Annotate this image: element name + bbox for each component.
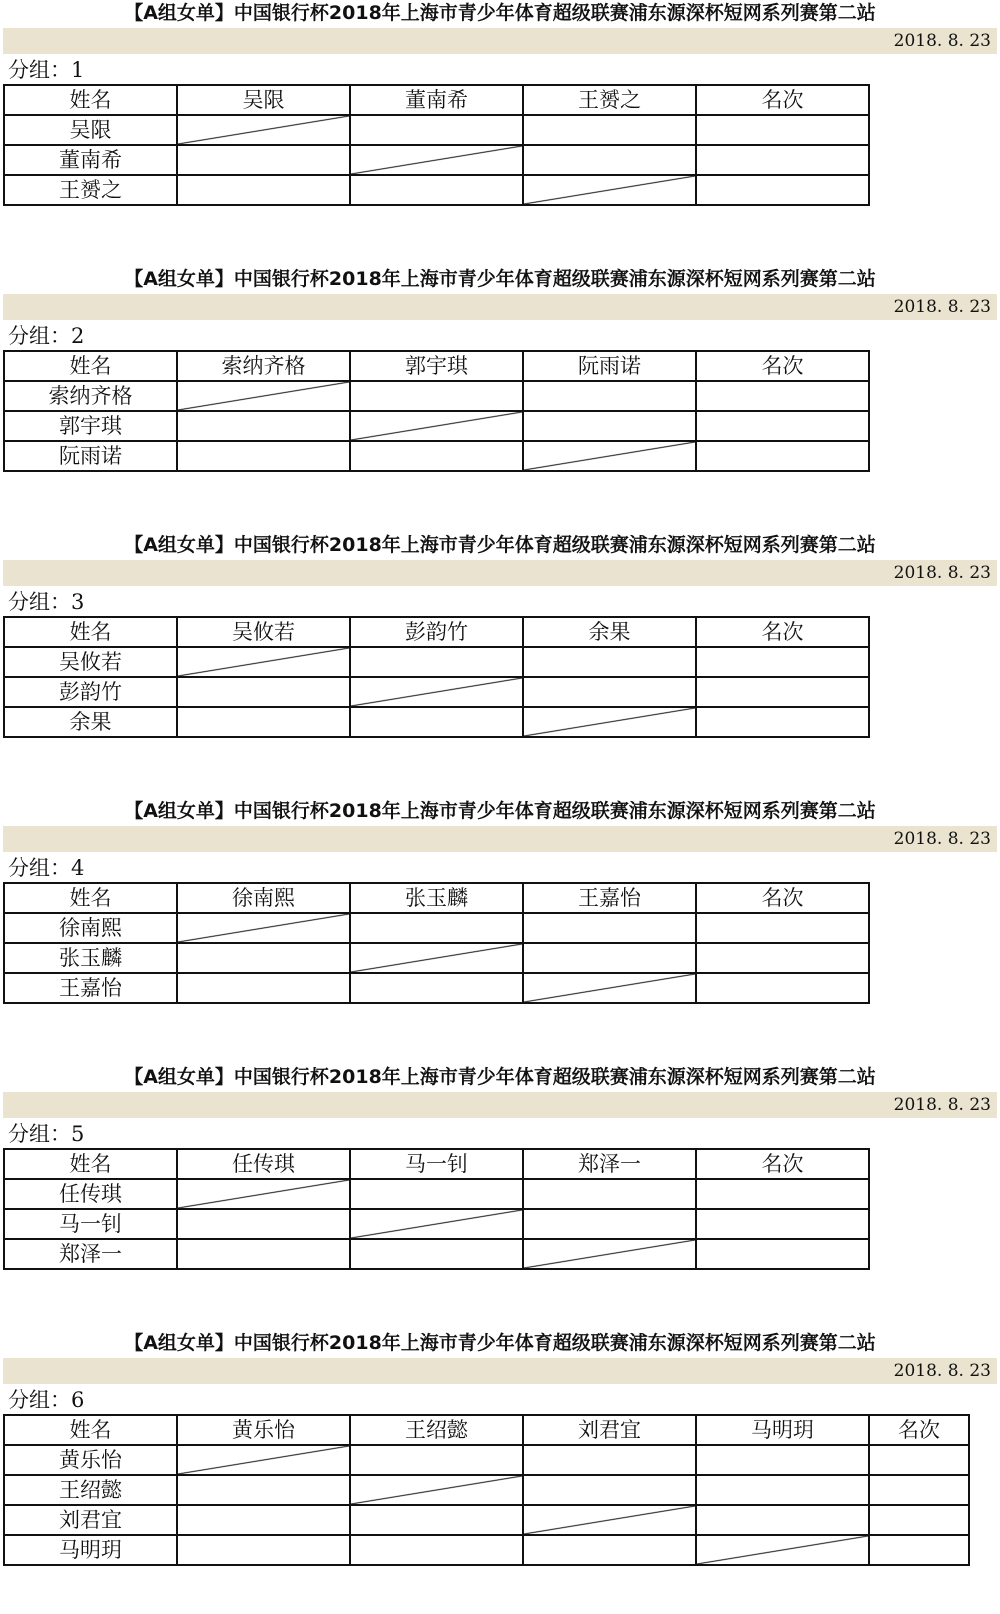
- rank-column-header: 名次: [869, 1415, 969, 1445]
- event-date: 2018. 8. 23: [893, 31, 991, 51]
- score-cell[interactable]: [523, 1535, 696, 1565]
- table-row: [4, 1475, 969, 1505]
- rank-cell[interactable]: [696, 175, 869, 205]
- player-column-header: 黄乐怡: [177, 1415, 350, 1445]
- player-column-header: 张玉麟: [350, 883, 523, 913]
- player-name-cell: 余果: [4, 707, 177, 737]
- player-column-header: 彭韵竹: [350, 617, 523, 647]
- score-cell[interactable]: [350, 913, 523, 943]
- table-header-row: [4, 1149, 869, 1179]
- table-row: [4, 1535, 969, 1565]
- rank-cell[interactable]: [696, 115, 869, 145]
- table-row: [4, 647, 869, 677]
- score-cell[interactable]: [177, 973, 350, 1003]
- player-name-cell: 徐南熙: [4, 913, 177, 943]
- rank-cell[interactable]: [869, 1505, 969, 1535]
- rank-cell[interactable]: [696, 913, 869, 943]
- score-cell[interactable]: [177, 145, 350, 175]
- event-title: 【A组女单】中国银行杯2018年上海市青少年体育超级联赛浦东源深杯短网系列赛第二站: [124, 800, 876, 822]
- score-cell[interactable]: [177, 1505, 350, 1535]
- score-cell[interactable]: [523, 677, 696, 707]
- event-date: 2018. 8. 23: [893, 1095, 991, 1115]
- event-title: 【A组女单】中国银行杯2018年上海市青少年体育超级联赛浦东源深杯短网系列赛第二站: [124, 1332, 876, 1354]
- player-column-header: 董南希: [350, 85, 523, 115]
- player-name-cell: 吴限: [4, 115, 177, 145]
- rank-cell[interactable]: [696, 1179, 869, 1209]
- table-header-row: [4, 617, 869, 647]
- table-header-row: [4, 1415, 969, 1445]
- rank-cell[interactable]: [696, 647, 869, 677]
- self-match-cell: [523, 175, 696, 205]
- score-cell[interactable]: [523, 1179, 696, 1209]
- table-row: [4, 115, 869, 145]
- player-column-header: 王绍懿: [350, 1415, 523, 1445]
- round-robin-table: [3, 1414, 970, 1566]
- player-name-cell: 阮雨诺: [4, 441, 177, 471]
- player-name-cell: 王绍懿: [4, 1475, 177, 1505]
- self-match-cell: [696, 1535, 869, 1565]
- player-column-header: 吴攸若: [177, 617, 350, 647]
- score-cell[interactable]: [523, 647, 696, 677]
- self-match-cell: [350, 145, 523, 175]
- round-robin-table: [3, 616, 870, 738]
- rank-cell[interactable]: [696, 145, 869, 175]
- player-column-header: 任传琪: [177, 1149, 350, 1179]
- table-row: [4, 943, 869, 973]
- date-bar: [3, 826, 997, 852]
- score-cell[interactable]: [350, 115, 523, 145]
- rank-cell[interactable]: [696, 411, 869, 441]
- rank-cell[interactable]: [696, 943, 869, 973]
- group-section: [0, 0, 1000, 274]
- score-cell[interactable]: [523, 913, 696, 943]
- event-date: 2018. 8. 23: [893, 1361, 991, 1381]
- round-robin-table: [3, 1148, 870, 1270]
- rank-column-header: 名次: [696, 883, 869, 913]
- player-name-cell: 任传琪: [4, 1179, 177, 1209]
- group-label: 分组：3: [8, 590, 85, 614]
- self-match-cell: [523, 1239, 696, 1269]
- rank-column-header: 名次: [696, 1149, 869, 1179]
- player-name-cell: 吴攸若: [4, 647, 177, 677]
- table-row: [4, 175, 869, 205]
- event-date: 2018. 8. 23: [893, 563, 991, 583]
- player-column-header: 阮雨诺: [523, 351, 696, 381]
- date-bar: [3, 1092, 997, 1118]
- rank-cell[interactable]: [696, 707, 869, 737]
- self-match-cell: [350, 411, 523, 441]
- self-match-cell: [523, 707, 696, 737]
- table-row: [4, 1179, 869, 1209]
- self-match-cell: [523, 973, 696, 1003]
- table-row: [4, 1209, 869, 1239]
- score-cell[interactable]: [350, 381, 523, 411]
- event-title: 【A组女单】中国银行杯2018年上海市青少年体育超级联赛浦东源深杯短网系列赛第二站: [124, 268, 876, 290]
- name-column-header: 姓名: [4, 351, 177, 381]
- score-cell[interactable]: [523, 411, 696, 441]
- score-cell[interactable]: [177, 677, 350, 707]
- table-row: [4, 677, 869, 707]
- player-name-cell: 黄乐怡: [4, 1445, 177, 1475]
- player-name-cell: 王赟之: [4, 175, 177, 205]
- name-column-header: 姓名: [4, 85, 177, 115]
- player-column-header: 马明玥: [696, 1415, 869, 1445]
- score-cell[interactable]: [177, 1209, 350, 1239]
- table-row: [4, 1445, 969, 1475]
- self-match-cell: [350, 1475, 523, 1505]
- table-header-row: [4, 351, 869, 381]
- player-name-cell: 董南希: [4, 145, 177, 175]
- group-label: 分组：2: [8, 324, 85, 348]
- player-name-cell: 郑泽一: [4, 1239, 177, 1269]
- player-column-header: 刘君宜: [523, 1415, 696, 1445]
- score-cell[interactable]: [350, 175, 523, 205]
- group-section: [0, 798, 1000, 1072]
- group-label: 分组：5: [8, 1122, 85, 1146]
- score-cell[interactable]: [523, 943, 696, 973]
- table-row: [4, 381, 869, 411]
- rank-cell[interactable]: [696, 677, 869, 707]
- table-row: [4, 973, 869, 1003]
- score-cell[interactable]: [177, 1239, 350, 1269]
- name-column-header: 姓名: [4, 1149, 177, 1179]
- player-column-header: 徐南熙: [177, 883, 350, 913]
- self-match-cell: [350, 677, 523, 707]
- self-match-cell: [177, 913, 350, 943]
- self-match-cell: [523, 1505, 696, 1535]
- date-bar: [3, 1358, 997, 1384]
- date-bar: [3, 294, 997, 320]
- score-cell[interactable]: [523, 1475, 696, 1505]
- self-match-cell: [177, 1179, 350, 1209]
- player-name-cell: 张玉麟: [4, 943, 177, 973]
- group-section: [0, 1330, 1000, 1604]
- rank-cell[interactable]: [869, 1475, 969, 1505]
- group-label: 分组：6: [8, 1388, 85, 1412]
- score-cell[interactable]: [350, 647, 523, 677]
- self-match-cell: [177, 647, 350, 677]
- score-cell[interactable]: [177, 175, 350, 205]
- rank-column-header: 名次: [696, 617, 869, 647]
- score-cell[interactable]: [177, 411, 350, 441]
- player-column-header: 王赟之: [523, 85, 696, 115]
- table-row: [4, 411, 869, 441]
- rank-cell[interactable]: [696, 381, 869, 411]
- name-column-header: 姓名: [4, 883, 177, 913]
- score-cell[interactable]: [696, 1475, 869, 1505]
- score-cell[interactable]: [350, 1239, 523, 1269]
- event-date: 2018. 8. 23: [893, 829, 991, 849]
- self-match-cell: [523, 441, 696, 471]
- group-section: [0, 1064, 1000, 1338]
- player-name-cell: 索纳齐格: [4, 381, 177, 411]
- rank-column-header: 名次: [696, 351, 869, 381]
- event-date: 2018. 8. 23: [893, 297, 991, 317]
- score-cell[interactable]: [523, 145, 696, 175]
- score-cell[interactable]: [350, 1535, 523, 1565]
- date-bar: [3, 560, 997, 586]
- score-cell[interactable]: [350, 1445, 523, 1475]
- score-cell[interactable]: [350, 441, 523, 471]
- self-match-cell: [350, 1209, 523, 1239]
- player-column-header: 吴限: [177, 85, 350, 115]
- table-row: [4, 1239, 869, 1269]
- rank-cell[interactable]: [869, 1535, 969, 1565]
- player-column-header: 余果: [523, 617, 696, 647]
- score-cell[interactable]: [696, 1505, 869, 1535]
- player-column-header: 索纳齐格: [177, 351, 350, 381]
- player-column-header: 王嘉怡: [523, 883, 696, 913]
- player-name-cell: 马一钊: [4, 1209, 177, 1239]
- player-column-header: 马一钊: [350, 1149, 523, 1179]
- round-robin-table: [3, 84, 870, 206]
- player-name-cell: 王嘉怡: [4, 973, 177, 1003]
- score-cell[interactable]: [350, 973, 523, 1003]
- rank-cell[interactable]: [696, 1209, 869, 1239]
- group-label: 分组：4: [8, 856, 85, 880]
- name-column-header: 姓名: [4, 1415, 177, 1445]
- name-column-header: 姓名: [4, 617, 177, 647]
- group-label: 分组：1: [8, 58, 85, 82]
- score-cell[interactable]: [177, 441, 350, 471]
- event-title: 【A组女单】中国银行杯2018年上海市青少年体育超级联赛浦东源深杯短网系列赛第二站: [124, 534, 876, 556]
- score-cell[interactable]: [523, 381, 696, 411]
- group-section: [0, 532, 1000, 806]
- rank-cell[interactable]: [696, 441, 869, 471]
- self-match-cell: [177, 115, 350, 145]
- self-match-cell: [350, 943, 523, 973]
- round-robin-table: [3, 350, 870, 472]
- event-title: 【A组女单】中国银行杯2018年上海市青少年体育超级联赛浦东源深杯短网系列赛第二站: [124, 1066, 876, 1088]
- score-cell[interactable]: [177, 943, 350, 973]
- score-cell[interactable]: [350, 1505, 523, 1535]
- score-cell[interactable]: [350, 1179, 523, 1209]
- table-row: [4, 145, 869, 175]
- table-row: [4, 707, 869, 737]
- score-cell[interactable]: [177, 1535, 350, 1565]
- player-name-cell: 彭韵竹: [4, 677, 177, 707]
- table-row: [4, 441, 869, 471]
- score-cell[interactable]: [523, 115, 696, 145]
- table-row: [4, 1505, 969, 1535]
- round-robin-table: [3, 882, 870, 1004]
- rank-cell[interactable]: [696, 1239, 869, 1269]
- score-cell[interactable]: [696, 1445, 869, 1475]
- player-column-header: 郑泽一: [523, 1149, 696, 1179]
- score-cell[interactable]: [350, 707, 523, 737]
- player-name-cell: 郭宇琪: [4, 411, 177, 441]
- player-name-cell: 刘君宜: [4, 1505, 177, 1535]
- player-name-cell: 马明玥: [4, 1535, 177, 1565]
- score-cell[interactable]: [177, 707, 350, 737]
- score-cell[interactable]: [177, 1475, 350, 1505]
- rank-cell[interactable]: [869, 1445, 969, 1475]
- event-title: 【A组女单】中国银行杯2018年上海市青少年体育超级联赛浦东源深杯短网系列赛第二站: [124, 2, 876, 24]
- self-match-cell: [177, 1445, 350, 1475]
- date-bar: [3, 28, 997, 54]
- player-column-header: 郭宇琪: [350, 351, 523, 381]
- table-header-row: [4, 85, 869, 115]
- table-row: [4, 913, 869, 943]
- score-cell[interactable]: [523, 1445, 696, 1475]
- score-cell[interactable]: [523, 1209, 696, 1239]
- rank-column-header: 名次: [696, 85, 869, 115]
- self-match-cell: [177, 381, 350, 411]
- rank-cell[interactable]: [696, 973, 869, 1003]
- group-section: [0, 266, 1000, 540]
- table-header-row: [4, 883, 869, 913]
